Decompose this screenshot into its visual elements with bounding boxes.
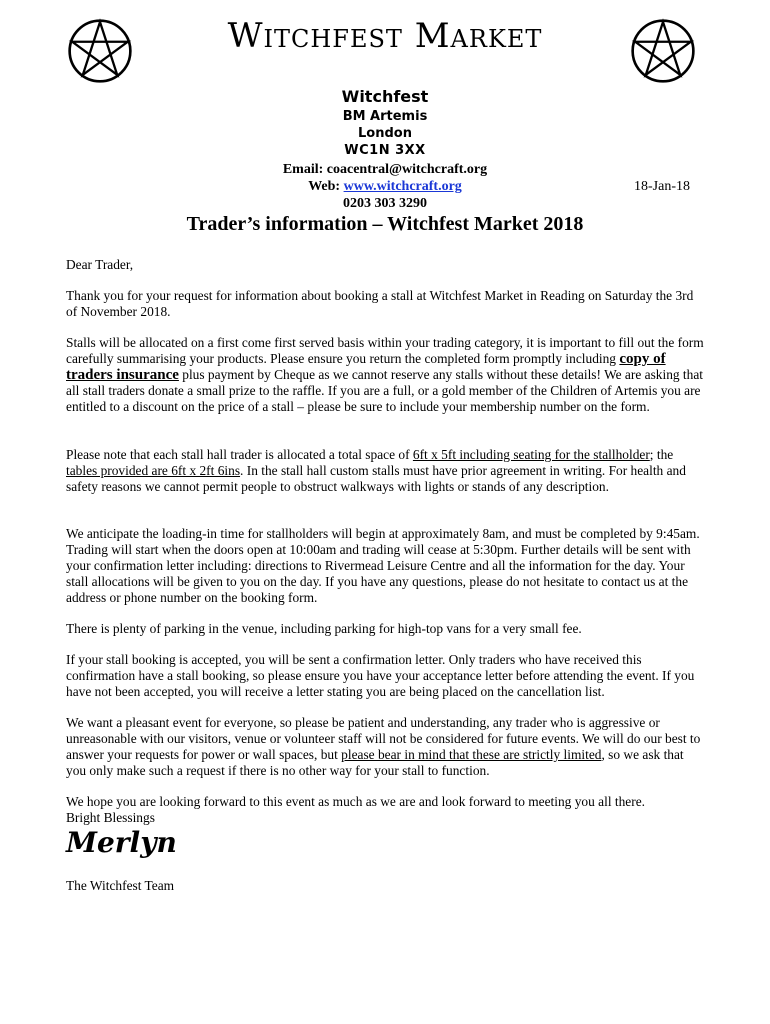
paragraph-4-text: We anticipate the loading-in time for stallholders will begin at approximately 8am, and must be completed by 9:45am. Trading will start when the doors open at 10:00am and trading will cease at 5:30pm. Further details will be sent with your confirmation letter including: directions to Rivermead Leisure Centre and all the information for the day. Your stall allocations will be given to you on the day. If you have any questions, please do not hesitate to contact us at the address or phone number on the booking form. [66, 526, 700, 605]
paragraph-2-text-a: Stalls will be allocated on a first come first served basis within your trading category, it is important to fill out the form carefully summarising your products. Please ensure you return the completed form promptly including [66, 335, 704, 366]
paragraph-3-text-c: ; the [649, 447, 674, 462]
greeting: Dear Trader, [66, 257, 134, 272]
tables-emphasis: tables provided are 6ft x 2ft 6ins [66, 463, 241, 478]
paragraph-3-text-e: . In the stall hall custom stalls must have prior agreement in writing. For health and safety reasons we cannot permit people to obstruct walkways with lights or stands of any description. [66, 463, 686, 494]
paragraph-3-text-a: Please note that each stall hall trader is allocated a total space of [66, 447, 413, 462]
paragraph-7-text-a: We want a pleasant event for everyone, so please be patient and understanding, any trader who is aggressive or unreasonable with our visitors, venue or volunteer staff will not be considered for future events. We will do our best to answer your requests for power or wall spaces, but [66, 715, 701, 762]
website-link[interactable]: www.witchcraft.org [343, 179, 462, 194]
paragraph-1 [66, 288, 706, 320]
paragraph-5-text: There is plenty of parking in the venue, including parking for high-top vans for a very small fee. [66, 621, 582, 636]
letter-heading: Trader’s information – Witchfest Market 2018 [186, 213, 584, 235]
letter-date: 18-Jan-18 [634, 179, 690, 194]
paragraph-1-text: Thank you for your request for information about booking a stall at Witchfest Market in Reading on Saturday the 3rd of November 2018. [66, 288, 694, 319]
insurance-emphasis: copy of traders insurance [66, 351, 666, 383]
web-label: Web: [308, 179, 344, 194]
address-line-2: London [358, 126, 412, 141]
team-signoff: The Witchfest Team [66, 878, 175, 893]
space-emphasis: 6ft x 5ft including seating for the stallholder [412, 447, 650, 462]
paragraph-4 [66, 526, 706, 606]
paragraph-7-text-c: , so we ask that you only make such a request if there is no other way for your stall to function. [66, 747, 684, 778]
limited-emphasis: please bear in mind that these are strictly limited [341, 747, 602, 762]
address-line-3: WC1N 3XX [344, 143, 426, 158]
email-line: Email: coacentral@witchcraft.org [282, 162, 488, 177]
paragraph-6-text: If your stall booking is accepted, you will be sent a confirmation letter. Only traders who have received this confirmation have a stall booking, so please ensure you have your acceptance letter before attending the event. If you have not been accepted, you will receive a letter stating you are being placed on the cancellation list. [66, 652, 695, 699]
phone-line: 0203 303 3290 [343, 196, 427, 211]
org-name: Witchfest [341, 87, 429, 106]
paragraph-8 [66, 794, 706, 826]
paragraph-3 [66, 447, 706, 495]
paragraph-2 [66, 335, 706, 415]
paragraph-2-text-c: plus payment by Cheque as we cannot reserve any stalls without these details! We are asking that all stall traders donate a small prize to the raffle. If you are a full, or a gold member of the Children of Artemis you are entitled to a discount on the price of a stall – please be sure to include your membership number on the form. [66, 367, 704, 414]
paragraph-5 [66, 621, 706, 637]
signature: Merlyn [66, 826, 177, 859]
closing: Bright Blessings [66, 810, 155, 825]
address-line-1: BM Artemis [342, 109, 428, 124]
paragraph-6 [66, 652, 706, 700]
paragraph-7 [66, 715, 706, 779]
paragraph-8-text: We hope you are looking forward to this event as much as we are and look forward to meeting you all there. [66, 794, 646, 809]
page-title: Witchfest Market [227, 16, 543, 56]
